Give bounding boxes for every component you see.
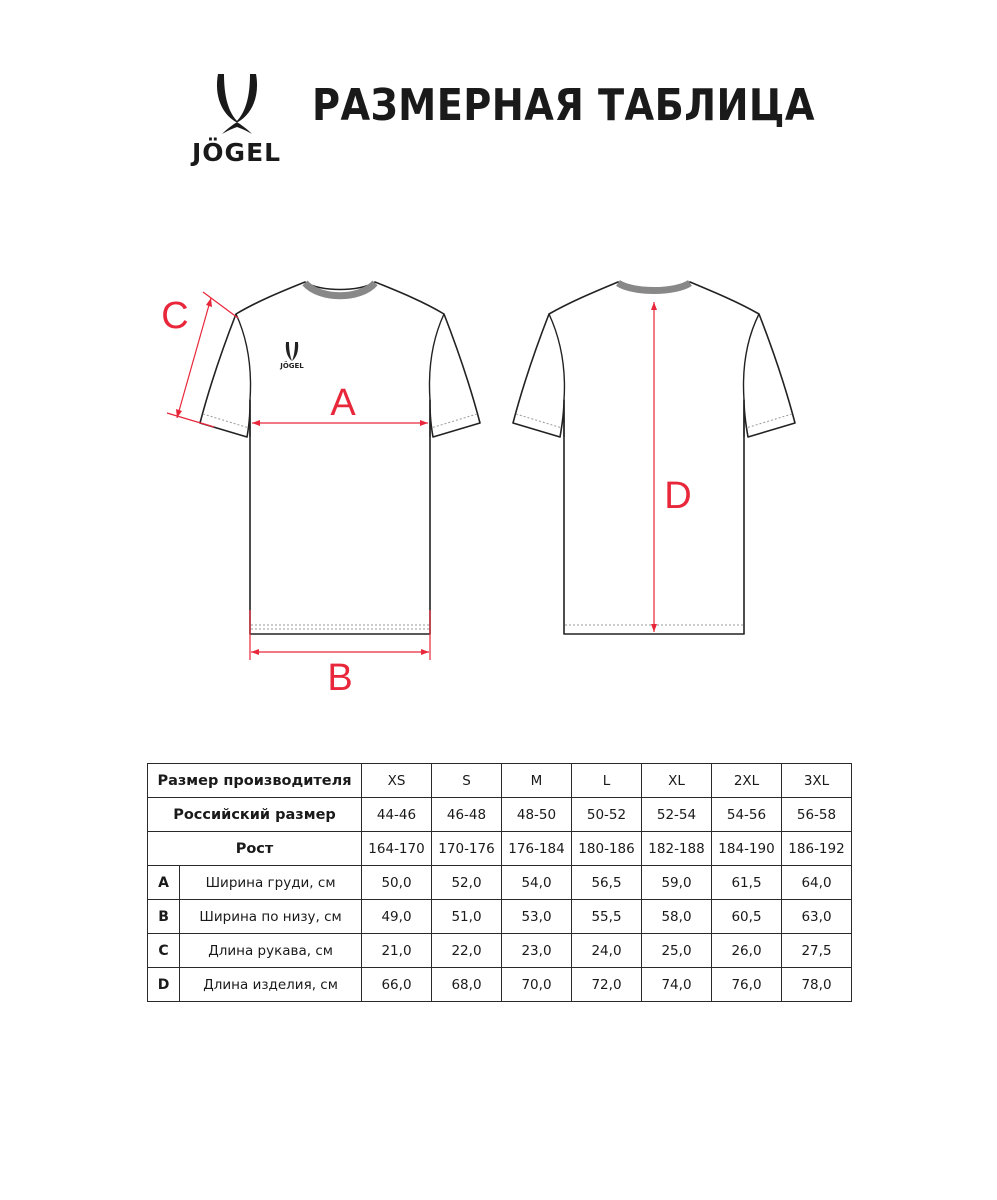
value-cell: 51,0 bbox=[432, 900, 502, 934]
value-cell: 56,5 bbox=[572, 866, 642, 900]
value-cell: 58,0 bbox=[642, 900, 712, 934]
russian-size-cell: 56-58 bbox=[782, 798, 852, 832]
russian-size-cell: 54-56 bbox=[712, 798, 782, 832]
table-row-measurement-b bbox=[148, 900, 852, 934]
russian-size-cell: 50-52 bbox=[572, 798, 642, 832]
size-cell: 3XL bbox=[782, 764, 852, 798]
value-cell: 78,0 bbox=[782, 968, 852, 1002]
measurement-letter: C bbox=[148, 934, 180, 968]
value-cell: 59,0 bbox=[642, 866, 712, 900]
value-cell: 25,0 bbox=[642, 934, 712, 968]
chest-logo-text: JÖGEL bbox=[280, 362, 304, 370]
height-cell: 180-186 bbox=[572, 832, 642, 866]
size-cell: XL bbox=[642, 764, 712, 798]
height-cell: 182-188 bbox=[642, 832, 712, 866]
size-cell: L bbox=[572, 764, 642, 798]
height-cell: 186-192 bbox=[782, 832, 852, 866]
value-cell: 50,0 bbox=[362, 866, 432, 900]
size-cell: S bbox=[432, 764, 502, 798]
measurement-name: Ширина по низу, см bbox=[180, 900, 362, 934]
value-cell: 24,0 bbox=[572, 934, 642, 968]
page-title: РАЗМЕРНАЯ ТАБЛИЦА bbox=[312, 80, 815, 131]
value-cell: 68,0 bbox=[432, 968, 502, 1002]
table-row-measurement-a bbox=[148, 866, 852, 900]
measurement-name: Длина изделия, см bbox=[180, 968, 362, 1002]
label-c: C bbox=[161, 295, 189, 337]
value-cell: 53,0 bbox=[502, 900, 572, 934]
value-cell: 49,0 bbox=[362, 900, 432, 934]
value-cell: 27,5 bbox=[782, 934, 852, 968]
size-table bbox=[147, 763, 852, 1002]
value-cell: 55,5 bbox=[572, 900, 642, 934]
value-cell: 70,0 bbox=[502, 968, 572, 1002]
measurement-letter: D bbox=[148, 968, 180, 1002]
measurement-name: Длина рукава, см bbox=[180, 934, 362, 968]
size-cell: M bbox=[502, 764, 572, 798]
value-cell: 61,5 bbox=[712, 866, 782, 900]
height-cell: 170-176 bbox=[432, 832, 502, 866]
label-a: A bbox=[330, 382, 356, 424]
russian-size-cell: 52-54 bbox=[642, 798, 712, 832]
value-cell: 54,0 bbox=[502, 866, 572, 900]
size-cell: 2XL bbox=[712, 764, 782, 798]
height-cell: 176-184 bbox=[502, 832, 572, 866]
russian-size-cell: 48-50 bbox=[502, 798, 572, 832]
label-b: B bbox=[327, 657, 353, 699]
logo-text: JÖGEL bbox=[192, 138, 282, 167]
value-cell: 74,0 bbox=[642, 968, 712, 1002]
table-row-measurement-d bbox=[148, 968, 852, 1002]
height-cell: 164-170 bbox=[362, 832, 432, 866]
height-label: Рост bbox=[148, 832, 362, 866]
value-cell: 72,0 bbox=[572, 968, 642, 1002]
value-cell: 26,0 bbox=[712, 934, 782, 968]
height-cell: 184-190 bbox=[712, 832, 782, 866]
table-row-manufacturer-size bbox=[148, 764, 852, 798]
table-row-measurement-c bbox=[148, 934, 852, 968]
value-cell: 22,0 bbox=[432, 934, 502, 968]
size-cell: XS bbox=[362, 764, 432, 798]
value-cell: 23,0 bbox=[502, 934, 572, 968]
header-label: Размер производителя bbox=[148, 764, 362, 798]
tshirt-front bbox=[200, 282, 480, 634]
value-cell: 60,5 bbox=[712, 900, 782, 934]
value-cell: 76,0 bbox=[712, 968, 782, 1002]
value-cell: 52,0 bbox=[432, 866, 502, 900]
label-d: D bbox=[664, 475, 692, 517]
measurement-name: Ширина груди, см bbox=[180, 866, 362, 900]
value-cell: 64,0 bbox=[782, 866, 852, 900]
table-row-russian-size bbox=[148, 798, 852, 832]
value-cell: 63,0 bbox=[782, 900, 852, 934]
value-cell: 66,0 bbox=[362, 968, 432, 1002]
table-row-height bbox=[148, 832, 852, 866]
measurement-letter: A bbox=[148, 866, 180, 900]
russian-size-cell: 44-46 bbox=[362, 798, 432, 832]
russian-size-cell: 46-48 bbox=[432, 798, 502, 832]
value-cell: 21,0 bbox=[362, 934, 432, 968]
russian-size-label: Российский размер bbox=[148, 798, 362, 832]
measurement-letter: B bbox=[148, 900, 180, 934]
